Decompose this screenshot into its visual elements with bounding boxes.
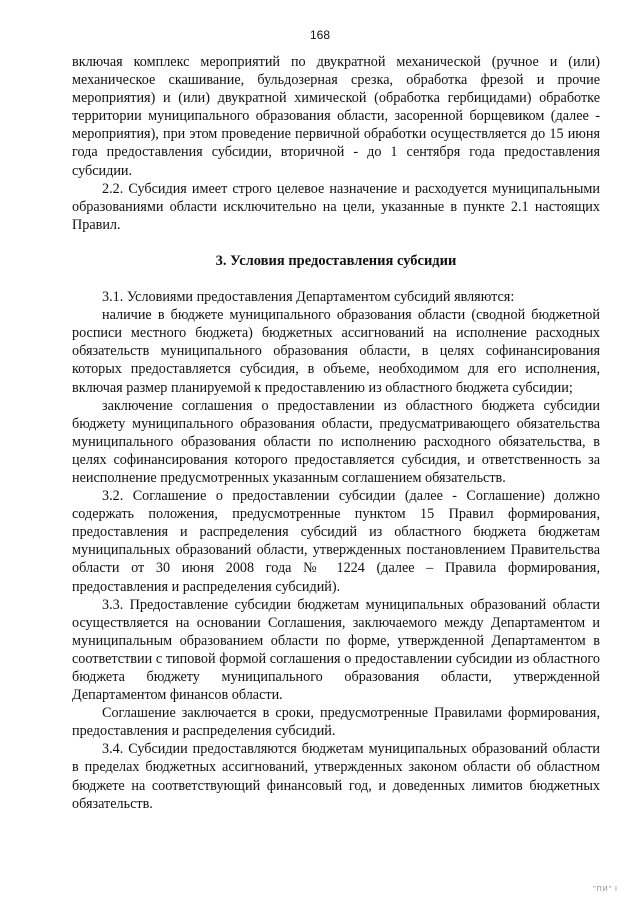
paragraph-continuation: включая комплекс мероприятий по двукратной механической (ручное и (или) механическое скашивание, бульдозерная срезка, обработка фрезой и прочие мероприятия) и (или) двукратной химической (обработка гербицидами) обработке территории муниципального образования области, засоренной борщевиком (далее - мероприятия), при этом проведение первичной обработки осуществляется до 15 июня года предоставления субсидии, вторичной - до 1 сентября года предоставления субсидии. — [72, 54, 600, 179]
paragraph-3-4: 3.4. Субсидии предоставляются бюджетам муниципальных образований области в пределах бюджетных ассигнований, утвержденных законом области об областном бюджете на соответствующий финансовый год, и доведенных лимитов бюджетных обязательств. — [72, 741, 600, 812]
page-number: 168 — [309, 28, 331, 42]
paragraph-condition-budget: наличие в бюджете муниципального образования области (сводной бюджетной росписи местного бюджета) бюджетных ассигнований на исполнение расходных обязательств муниципального образования области, в целях софинансирования которых предоставляется субсидия, в объеме, необходимом для его исполнения, включая размер планируемой к предоставлению из областного бюджета субсидии; — [72, 307, 600, 396]
paragraph-agreement-terms: Соглашение заключается в сроки, предусмотренные Правилами формирования, предоставления и распределения субсидий. — [72, 705, 600, 740]
paragraph-3-2: 3.2. Соглашение о предоставлении субсидии (далее - Соглашение) должно содержать положения, предусмотренные пунктом 15 Правил формирования, предоставления и распределения субсидий из областного бюджета бюджетам муниципальных образований области, утвержденных постановлением Правительства области от 30 июня 2008 года № 1224 (далее – Правила формирования, предоставления и распределения субсидий). — [72, 488, 600, 595]
paragraph-3-1: 3.1. Условиями предоставления Департаментом субсидий являются: — [102, 289, 515, 306]
corner-mark: "ПИ" I — [593, 886, 618, 893]
paragraph-condition-agreement: заключение соглашения о предоставлении из областного бюджета субсидии бюджету муниципального образования области, предусматривающего обязательства муниципального образования области по исполнению расходного обязательства, в целях софинансирования которого предоставляется субсидия, и ответственность за неисполнение предусмотренных указанным соглашением обязательств. — [72, 397, 600, 486]
paragraph-3-3: 3.3. Предоставление субсидии бюджетам муниципальных образований области осуществляется на основании Соглашения, заключаемого между Департаментом и муниципальным образованием области по форме, утвержденной Департаментом в соответствии с типовой формой соглашения о предоставлении субсидии из областного бюджета бюджету муниципального образования области, утвержденной Департаментом финансов области. — [72, 596, 600, 704]
paragraph-2-2: 2.2. Субсидия имеет строго целевое назначение и расходуется муниципальными образованиями области исключительно на цели, указанные в пункте 2.1 настоящих Правил. — [72, 180, 600, 233]
document-body — [72, 53, 600, 813]
section-title: 3. Условия предоставления субсидии — [215, 252, 457, 269]
